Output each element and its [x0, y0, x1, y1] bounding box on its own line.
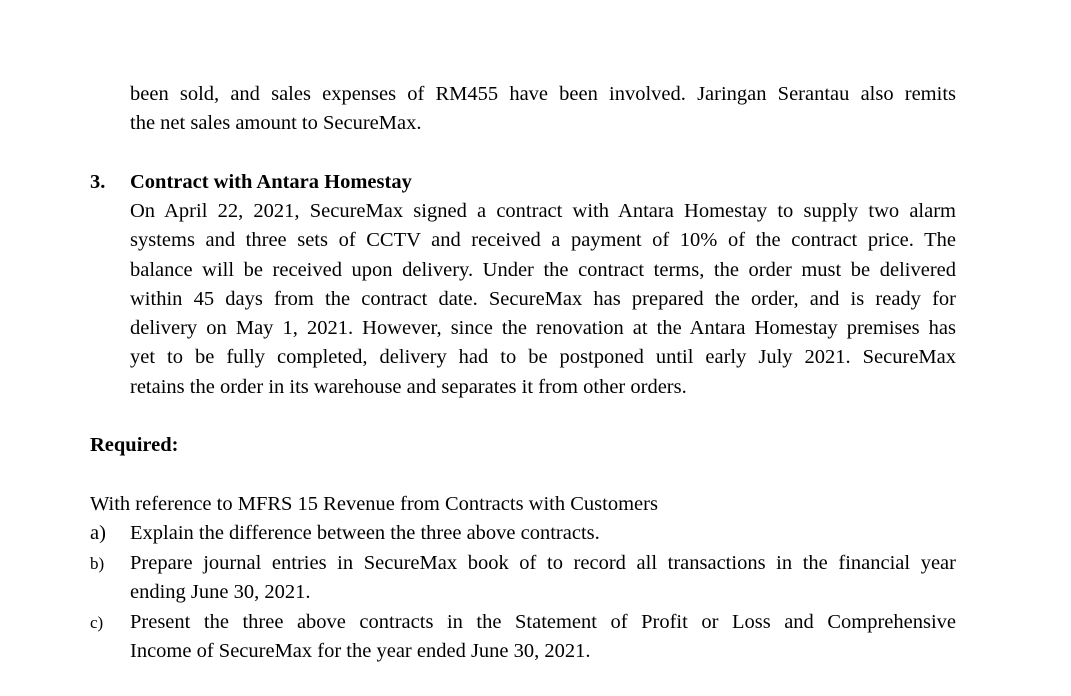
list-marker: b): [90, 554, 105, 573]
paragraph-line: been sold, and sales expenses of RM455 have been involved. Jaringan Serantau also remits: [130, 83, 956, 105]
item-number: 3.: [90, 171, 106, 193]
paragraph-line: within 45 days from the contract date. SecureMax has prepared the order, and is ready for: [130, 287, 956, 310]
continuation-paragraph: [130, 80, 956, 139]
paragraph-line: On April 22, 2021, SecureMax signed a contract with Antara Homestay to supply two alarm: [130, 200, 956, 222]
paragraph-line: delivery on May 1, 2021. However, since the renovation at the Antara Homestay premises has: [130, 317, 956, 340]
required-item-b: [130, 549, 956, 608]
paragraph-line: the net sales amount to SecureMax.: [130, 112, 422, 135]
paragraph-line: systems and three sets of CCTV and received a payment of 10% of the contract price. The: [130, 229, 956, 252]
list-item-line: Prepare journal entries in SecureMax book of to record all transactions in the financial year: [130, 552, 956, 574]
list-item-line: ending June 30, 2021.: [130, 581, 311, 604]
list-item-line: Explain the difference between the three above contracts.: [130, 522, 600, 544]
required-item-c: [130, 608, 956, 667]
paragraph-line: yet to be fully completed, delivery had to be postponed until early July 2021. SecureMax: [130, 346, 956, 369]
list-item-line: Income of SecureMax for the year ended June 30, 2021.: [130, 640, 591, 663]
list-item-line: Present the three above contracts in the Statement of Profit or Loss and Comprehensive: [130, 611, 956, 633]
item-title: Contract with Antara Homestay: [130, 171, 412, 193]
list-marker: a): [90, 522, 106, 544]
list-marker: c): [90, 613, 104, 632]
item-body: [130, 197, 956, 402]
paragraph-line: retains the order in its warehouse and separates it from other orders.: [130, 375, 687, 398]
required-intro: With reference to MFRS 15 Revenue from Contracts with Customers: [90, 493, 658, 515]
paragraph-line: balance will be received upon delivery. Under the contract terms, the order must be delivered: [130, 258, 956, 281]
required-heading: Required:: [90, 434, 179, 456]
required-item-a: [130, 519, 956, 548]
